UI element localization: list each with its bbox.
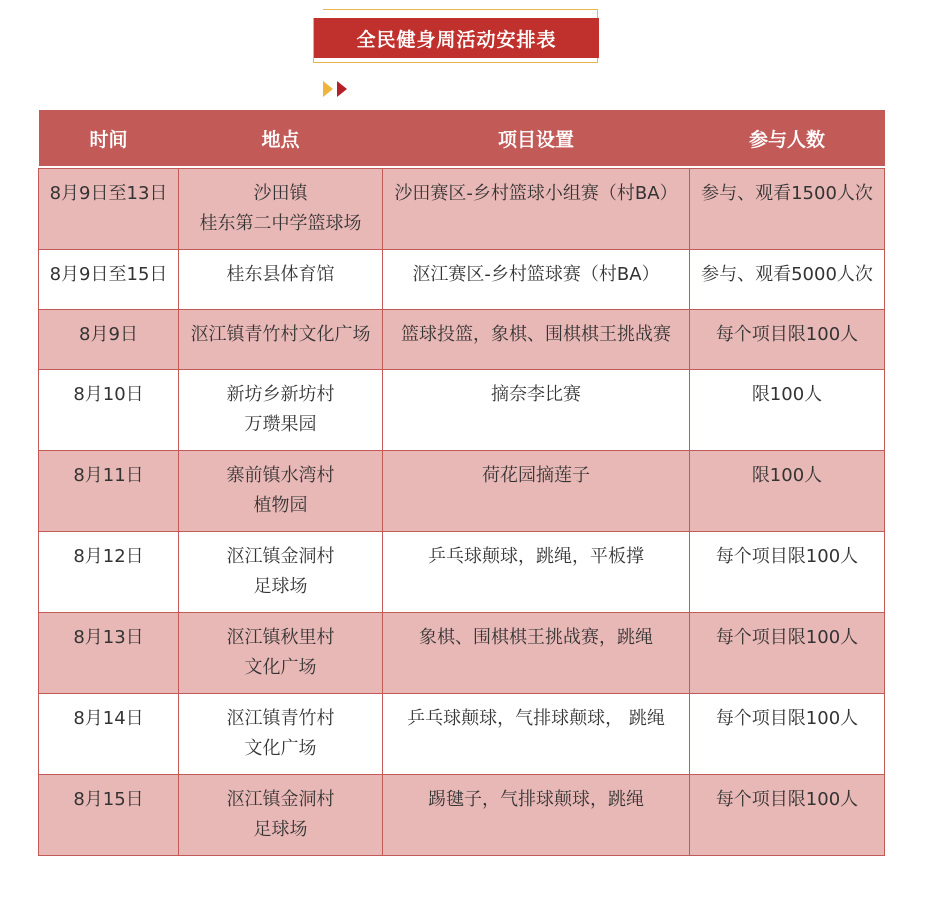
table-row (39, 612, 885, 693)
table-row (39, 531, 885, 612)
cell-place: 新坊乡新坊村 万瓒果园 (179, 369, 383, 450)
cell-people: 每个项目限100人 (690, 693, 885, 774)
cell-time: 8月9日至13日 (39, 168, 179, 249)
cell-people: 限100人 (690, 450, 885, 531)
cell-time: 8月10日 (39, 369, 179, 450)
page-title: 全民健身周活动安排表 (314, 18, 599, 58)
cell-people: 每个项目限100人 (690, 309, 885, 369)
cell-project: 篮球投篮，象棋、围棋棋王挑战赛 (383, 309, 690, 369)
cell-place: 沤江镇青竹村文化广场 (179, 309, 383, 369)
cell-project: 乒乓球颠球，气排球颠球， 跳绳 (383, 693, 690, 774)
table-row (39, 249, 885, 309)
cell-project: 乒乓球颠球，跳绳，平板撑 (383, 531, 690, 612)
cell-place: 沤江镇金洞村 足球场 (179, 531, 383, 612)
title-frame (313, 9, 598, 63)
cell-place: 寨前镇水湾村 植物园 (179, 450, 383, 531)
cell-project: 荷花园摘莲子 (383, 450, 690, 531)
cell-people: 限100人 (690, 369, 885, 450)
table-row (39, 693, 885, 774)
table-row (39, 168, 885, 249)
cell-people: 参与、观看5000人次 (690, 249, 885, 309)
table-row (39, 450, 885, 531)
cell-time: 8月12日 (39, 531, 179, 612)
cell-time: 8月14日 (39, 693, 179, 774)
cell-time: 8月9日至15日 (39, 249, 179, 309)
cell-place: 沤江镇金洞村 足球场 (179, 774, 383, 855)
table-header-row (39, 110, 885, 166)
cell-place: 沤江镇青竹村 文化广场 (179, 693, 383, 774)
cell-project: 沙田赛区-乡村篮球小组赛（村BA） (383, 168, 690, 249)
cell-time: 8月11日 (39, 450, 179, 531)
table-row (39, 774, 885, 855)
cell-people: 每个项目限100人 (690, 531, 885, 612)
table-row (39, 309, 885, 369)
header-project: 项目设置 (383, 110, 690, 166)
cell-project: 踢毽子，气排球颠球，跳绳 (383, 774, 690, 855)
cell-project: 沤江赛区-乡村篮球赛（村BA） (383, 249, 690, 309)
header-time: 时间 (39, 110, 179, 166)
arrow-decoration (323, 81, 363, 99)
cell-place: 沙田镇 桂东第二中学篮球场 (179, 168, 383, 249)
gold-arrow-icon (323, 81, 333, 97)
cell-time: 8月13日 (39, 612, 179, 693)
cell-time: 8月15日 (39, 774, 179, 855)
schedule-table (38, 110, 885, 856)
cell-place: 桂东县体育馆 (179, 249, 383, 309)
cell-people: 每个项目限100人 (690, 774, 885, 855)
cell-project: 象棋、围棋棋王挑战赛，跳绳 (383, 612, 690, 693)
cell-people: 参与、观看1500人次 (690, 168, 885, 249)
red-arrow-icon (337, 81, 347, 97)
header-place: 地点 (179, 110, 383, 166)
cell-place: 沤江镇秋里村 文化广场 (179, 612, 383, 693)
cell-time: 8月9日 (39, 309, 179, 369)
header-people: 参与人数 (690, 110, 885, 166)
table-row (39, 369, 885, 450)
cell-people: 每个项目限100人 (690, 612, 885, 693)
cell-project: 摘奈李比赛 (383, 369, 690, 450)
